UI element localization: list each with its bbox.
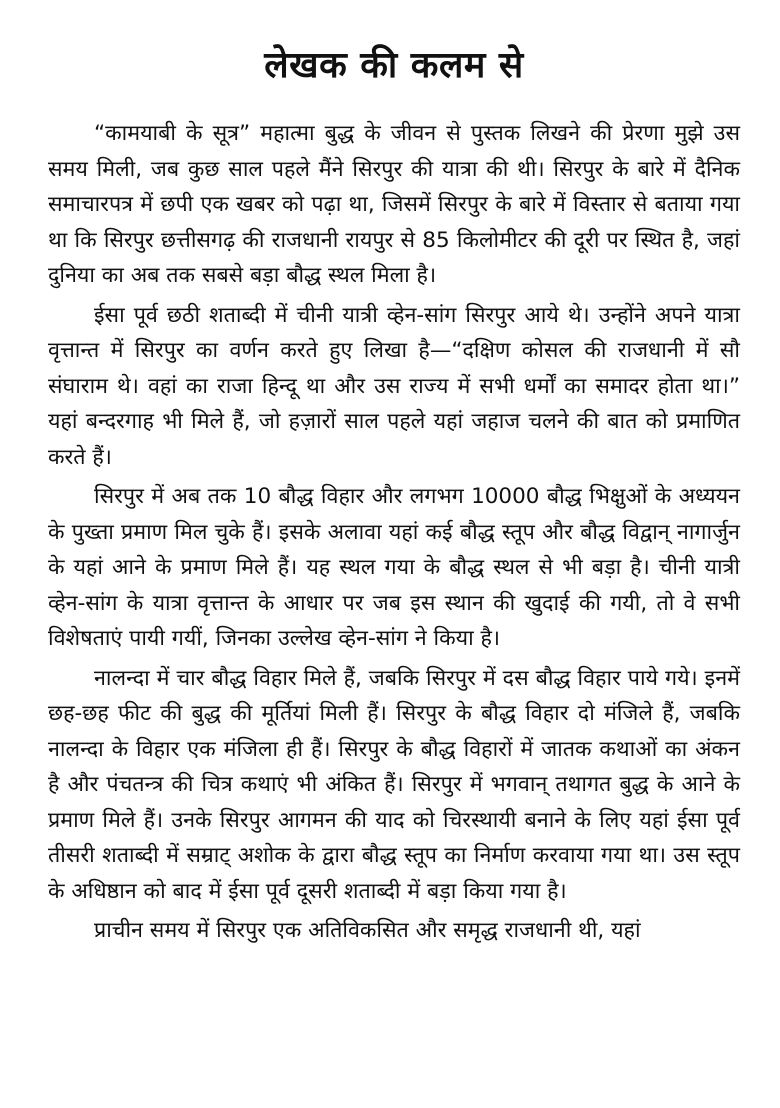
paragraph-3: सिरपुर में अब तक 10 बौद्ध विहार और लगभग 10000 बौद्ध भिक्षुओं के अध्ययन के पुख्ता प्रमाण मिल चुके हैं। इसके अलावा यहां कई बौद्ध स्तूप और बौद्ध विद्वान् नागार्जुन के यहां आने के प्रमाण मिले हैं। यह स्थल गया के बौद्ध स्थल से भी बड़ा है। चीनी यात्री व्हेन-सांग के यात्रा वृत्तान्त के आधार पर जब इस स्थान की खुदाई की गयी, तो वे सभी विशेषताएं पायी गयीं, जिनका उल्लेख व्हेन-सांग ने किया है। [48, 484, 740, 651]
page-title: लेखक की कलम से [264, 45, 524, 86]
paragraph-2: ईसा पूर्व छठी शताब्दी में चीनी यात्री व्हेन-सांग सिरपुर आये थे। उन्होंने अपने यात्रा वृत्तान्त में सिरपुर का वर्णन करते हुए लिखा है—“दक्षिण कोसल की राजधानी में सौ संघाराम थे। वहां का राजा हिन्दू था और उस राज्य में सभी धर्मों का समादर होता था।” यहां बन्दरगाह भी मिले हैं, जो हज़ारों साल पहले यहां जहाज चलने की बात को प्रमाणित करते हैं। [48, 302, 740, 470]
body-text [48, 116, 740, 949]
paragraph-5: प्राचीन समय में सिरपुर एक अतिविकसित और समृद्ध राजधानी थी, यहां [94, 918, 641, 943]
paragraph-1: “कामयाबी के सूत्र” महात्मा बुद्ध के जीवन से पुस्तक लिखने की प्रेरणा मुझे उस समय मिली, जब कुछ साल पहले मैंने सिरपुर की यात्रा की थी। सिरपुर के बारे में दैनिक समाचारपत्र में छपी एक खबर को पढ़ा था, जिसमें सिरपुर के बारे में विस्तार से बताया गया था कि सिरपुर छत्तीसगढ़ की राजधानी रायपुर से 85 किलोमीटर की दूरी पर स्थित है, जहां दुनिया का अब तक सबसे बड़ा बौद्ध स्थल मिला है। [48, 121, 740, 288]
paragraph-4: नालन्दा में चार बौद्ध विहार मिले हैं, जबकि सिरपुर में दस बौद्ध विहार पाये गये। इनमें छह-छह फीट की बुद्ध की मूर्तियां मिली हैं। सिरपुर के बौद्ध विहार दो मंजिले हैं, जबकि नालन्दा के विहार एक मंजिला ही हैं। सिरपुर के बौद्ध विहारों में जातक कथाओं का अंकन है और पंचतन्त्र की चित्र कथाएं भी अंकित हैं। सिरपुर में भगवान् तथागत बुद्ध के आने के प्रमाण मिले हैं। उनके सिरपुर आगमन की याद को चिरस्थायी बनाने के लिए यहां ईसा पूर्व तीसरी शताब्दी में सम्राट् अशोक के द्वारा बौद्ध स्तूप का निर्माण करवाया गया था। उस स्तूप के अधिष्ठान को बाद में ईसा पूर्व दूसरी शताब्दी में बड़ा किया गया है। [48, 665, 740, 904]
